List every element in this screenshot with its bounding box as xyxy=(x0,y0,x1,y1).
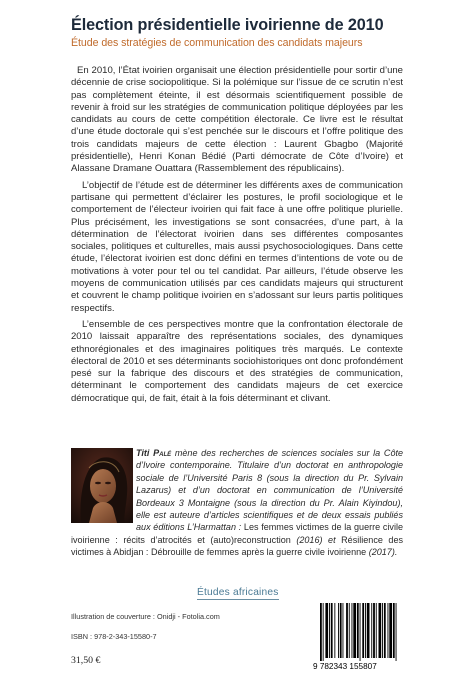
barcode-bar xyxy=(396,603,397,661)
series-name: Études africaines xyxy=(197,587,279,598)
cover-illustration-credit: Illustration de couverture : Onidji - Fotolia.com xyxy=(71,612,220,621)
barcode-graphic xyxy=(312,601,424,671)
barcode-bar xyxy=(334,603,335,658)
barcode-bar xyxy=(352,603,353,658)
barcode-bar xyxy=(382,603,383,658)
summary-paragraph-2: L’objectif de l’étude est de déterminer les différents axes de communication partisane qui permettent d’éclairer les postures, le profil sociologique et le comportement de l’électeur ivoirien qui fait face à une offre politique plurielle. Plus précisément, les investigations se sont consacrées, d’une part, à la détermination de l’électorat ivoirien dans ses différentes composantes sociales, politiques et culturelles, mais aussi psychosociologiques. Dans cette étude, l’électorat ivoirien est donc défini en termes d’intentions de vote ou de motivations à voter pour tel ou tel candidat. Par ailleurs, l’étude observe les moyens de communication utilisés par ces candidats majeurs qui structurent et couvrent le champ politique ivoirien en s’adossant sur leurs partis politiques respectifs. xyxy=(71,179,403,314)
bio-book-title-2: Résilience des victimes à Abidjan : Débrouille de femmes après la guerre civile ivoirienne xyxy=(71,534,404,558)
author-name: Titi Palé xyxy=(136,448,172,458)
barcode-bar xyxy=(384,603,386,658)
barcode-bar xyxy=(340,603,342,658)
barcode-bar xyxy=(320,603,322,661)
barcode-bar xyxy=(393,603,395,658)
book-subtitle: Étude des stratégies de communication des candidats majeurs xyxy=(71,37,363,49)
barcode-bar xyxy=(353,603,356,658)
barcode-bar xyxy=(379,603,382,658)
isbn-number: ISBN : 978-2-343-15580-7 xyxy=(71,632,157,641)
barcode-bar xyxy=(360,603,361,661)
barcode-bar xyxy=(367,603,370,658)
barcode-bar xyxy=(329,603,330,658)
barcode-bar xyxy=(323,603,324,661)
barcode-bar xyxy=(346,603,348,658)
book-title: Élection présidentielle ivoirienne de 2010 xyxy=(71,16,384,34)
bio-text-part-1: mène des recherches de sciences sociales sur la Côte d’Ivoire contemporaine. Titulaire d’un doctorat en anthropologie sociale de l’Université Paris 8 (sous la direction du Pr. Sylvain Lazarus) et d’un doctorat en communication de l’Université Bordeaux 3 Montaigne (sous la direction du Pr. Alain Kiyindou), elle est auteure d’articles scientifiques et de deux essais publiés aux éditions L’Harmattan : xyxy=(136,448,404,533)
summary-paragraph-3: L’ensemble de ces perspectives montre que la confrontation électorale de 2010 laissait apparaître des représentations sociales, des dynamiques ethnorégionales et des imaginaires politiques très marqués. Le contexte électoral de 2010 et ses déterminants sociohistoriques ont donc profondément pesé sur la fabrique des discours et des stratégies de communication, déterminant le comportement des candidats majeurs de cet exercice démocratique qui, de fait, était à la fois déterminant et clivant. xyxy=(71,318,403,404)
barcode-bar xyxy=(388,603,389,658)
barcode-bar xyxy=(371,603,372,658)
barcode xyxy=(312,601,424,671)
barcode-bar xyxy=(362,603,364,658)
barcode-bar xyxy=(389,603,392,658)
author-biography xyxy=(71,447,403,559)
back-cover-summary xyxy=(71,65,403,409)
barcode-bar xyxy=(325,603,328,658)
barcode-bar xyxy=(338,603,339,658)
barcode-bar xyxy=(365,603,366,658)
summary-paragraph-1: En 2010, l’État ivoirien organisait une élection présidentielle pour sortir d’une décennie de crise sociopolitique. Si la polémique sur l’issue de ce scrutin n’est pas complètement éteinte, il est désormais scientifiquement possible de revenir à froid sur les stratégies de communication politique déployées par les candidats au cours de cette compétition électorale. Ce livre est le résultat d’une étude doctorale qui s’est penchée sur le discours et l’offre politique des trois candidats majeurs de cette élection : Laurent Gbagbo (Majorité présidentielle), Henri Konan Bédié (Parti démocrate de Côte d’Ivoire) et Alassane Dramane Ouattara (Rassemblement des républicains). xyxy=(71,65,403,175)
book-price: 31,50 € xyxy=(71,655,101,666)
barcode-bar xyxy=(343,603,344,658)
barcode-bar xyxy=(331,603,333,658)
barcode-bar xyxy=(349,603,350,658)
bio-book-title-1: Les femmes victimes de la guerre civile ivoirienne : récits d’atrocités et (auto)reconstruction xyxy=(71,522,403,545)
bio-text-part-5: (2017). xyxy=(368,547,398,558)
barcode-bar xyxy=(376,603,377,658)
barcode-bar xyxy=(373,603,375,658)
barcode-bar xyxy=(357,603,359,658)
bio-text-part-3: (2016) et xyxy=(296,534,336,545)
barcode-digits: 9 782343 155807 xyxy=(313,662,377,671)
